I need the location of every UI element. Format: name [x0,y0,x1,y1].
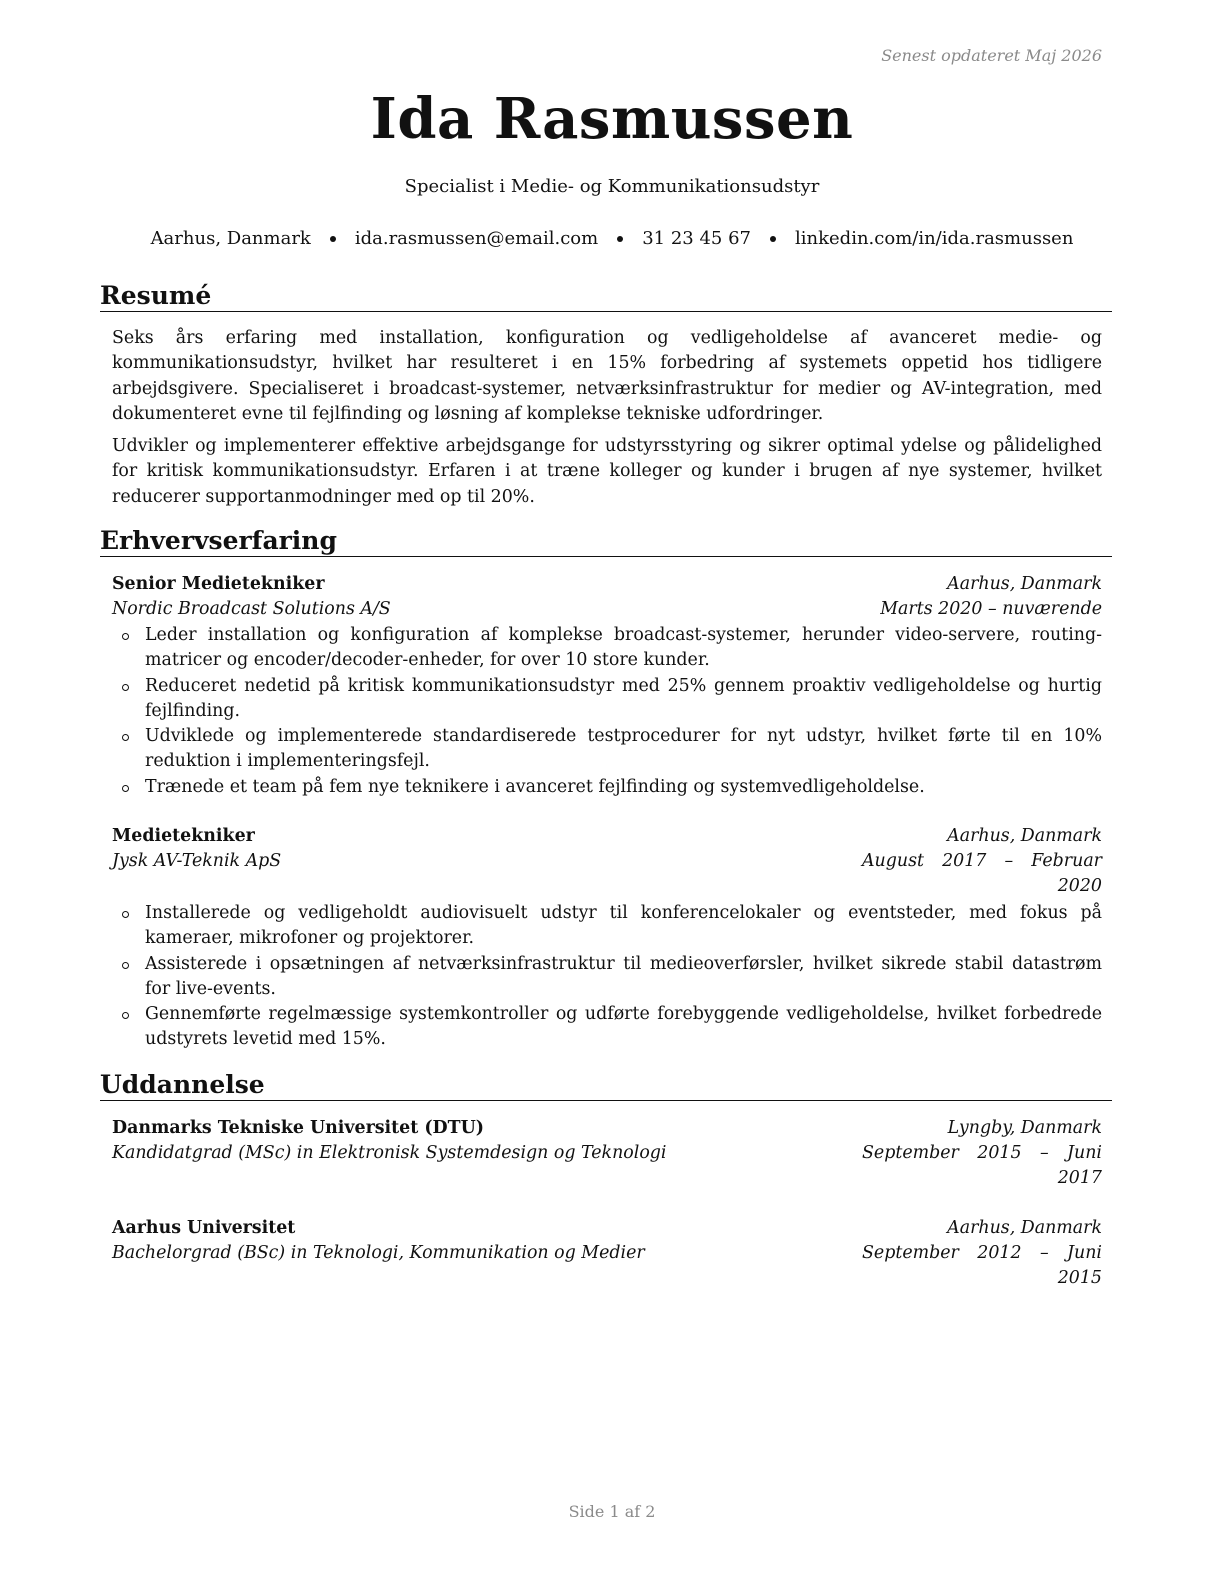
list-item: Gennemførte regelmæssige systemkontroller og udførte forebyggende vedligeholdelse, hvilket forbedrede udstyrets levetid med 15%. [112,1002,1102,1053]
list-item: Leder installation og konfiguration af komplekse broadcast-systemer, herunder video-servere, routing-matricer og encoder/decoder-enheder, for over 10 store kunder. [112,623,1102,674]
section-title-summary: Resumé [100,280,1112,312]
school-name: Danmarks Tekniske Universitet (DTU) [112,1118,484,1138]
education-2-header [112,1216,1102,1241]
headline: Specialist i Medie- og Kommunikationsudstyr [404,176,820,197]
list-item: Trænede et team på fem nye teknikere i avanceret fejlfinding og systemvedligeholdelse. [112,775,1102,800]
education-2-subheader [112,1241,1102,1292]
school-name: Aarhus Universitet [112,1218,296,1238]
job-2-subheader [112,849,1102,900]
section-title-education: Uddannelse [100,1069,1112,1101]
summary-paragraph-1: Seks års erfaring med installation, konfiguration og vedligeholdelse af avanceret medie- og kommunikationsudstyr, hvilket har resulteret i en 15% forbedring af systemets oppetid hos tidligere arbejdsgivere. Specialiseret i broadcast-systemer, netværksinfrastruktur for medier og AV-integration, med dokumenteret evne til fejlfinding og løsning af komplekse tekniske udfordringer. [112,328,1102,424]
list-item: Udviklede og implementerede standardiserede testprocedurer for nyt udstyr, hvilket førte til en 10% reduktion i implementeringsfejl. [112,724,1102,775]
bullet-separator-icon [770,236,776,242]
job-company: Jysk AV-Teknik ApS [112,851,282,871]
education-dates: September 2015 – Juni 2017 [862,1143,1102,1189]
job-2-bullets [112,901,1102,1053]
job-1-header [112,572,1102,597]
job-role: Medietekniker [112,826,255,846]
contact-line [0,228,1224,249]
list-item: Reduceret nedetid på kritisk kommunikationsudstyr med 25% gennem proaktiv vedligeholdelse og hurtig fejlfinding. [112,674,1102,725]
contact-linkedin[interactable]: linkedin.com/in/ida.rasmussen [795,228,1074,249]
job-dates: Marts 2020 – nuværende [880,599,1102,619]
job-role: Senior Medietekniker [112,574,325,594]
bullet-separator-icon [330,236,336,242]
job-dates: August 2017 – Februar 2020 [862,851,1102,897]
job-company: Nordic Broadcast Solutions A/S [112,599,391,619]
job-location: Aarhus, Danmark [947,574,1102,594]
job-1-subheader [112,597,1102,622]
section-title-experience: Erhvervserfaring [100,525,1112,557]
contact-email[interactable]: ida.rasmussen@email.com [354,228,599,249]
list-item: Assisterede i opsætningen af netværksinfrastruktur til medieoverførsler, hvilket sikrede stabil datastrøm for live-events. [112,952,1102,1003]
degree: Bachelorgrad (BSc) in Teknologi, Kommunikation og Medier [112,1243,645,1263]
education-dates: September 2012 – Juni 2015 [862,1243,1102,1289]
contact-location: Aarhus, Danmark [150,228,311,249]
education-1-subheader [112,1141,1102,1192]
job-1-bullets [112,623,1102,800]
job-2-header [112,824,1102,849]
job-location: Aarhus, Danmark [947,826,1102,846]
degree: Kandidatgrad (MSc) in Elektronisk Systemdesign og Teknologi [112,1143,667,1163]
school-location: Lyngby, Danmark [947,1118,1102,1138]
school-location: Aarhus, Danmark [947,1218,1102,1238]
bullet-separator-icon [617,236,623,242]
summary-paragraph-2: Udvikler og implementerer effektive arbejdsgange for udstyrsstyring og sikrer optimal ydelse og pålidelighed for kritisk kommunikationsudstyr. Erfaren i at træne kolleger og kunder i brugen af nye systemer, hvilket reducerer supportanmodninger med op til 20%. [112,436,1102,507]
page-number: Side 1 af 2 [568,1502,656,1521]
list-item: Installerede og vedligeholdt audiovisuelt udstyr til konferencelokaler og eventsteder, med fokus på kameraer, mikrofoner og projektorer. [112,901,1102,952]
education-1-header [112,1116,1102,1141]
last-updated: Senest opdateret Maj 2026 [881,46,1102,65]
contact-phone: 31 23 45 67 [642,228,752,249]
person-name: Ida Rasmussen [370,86,854,152]
